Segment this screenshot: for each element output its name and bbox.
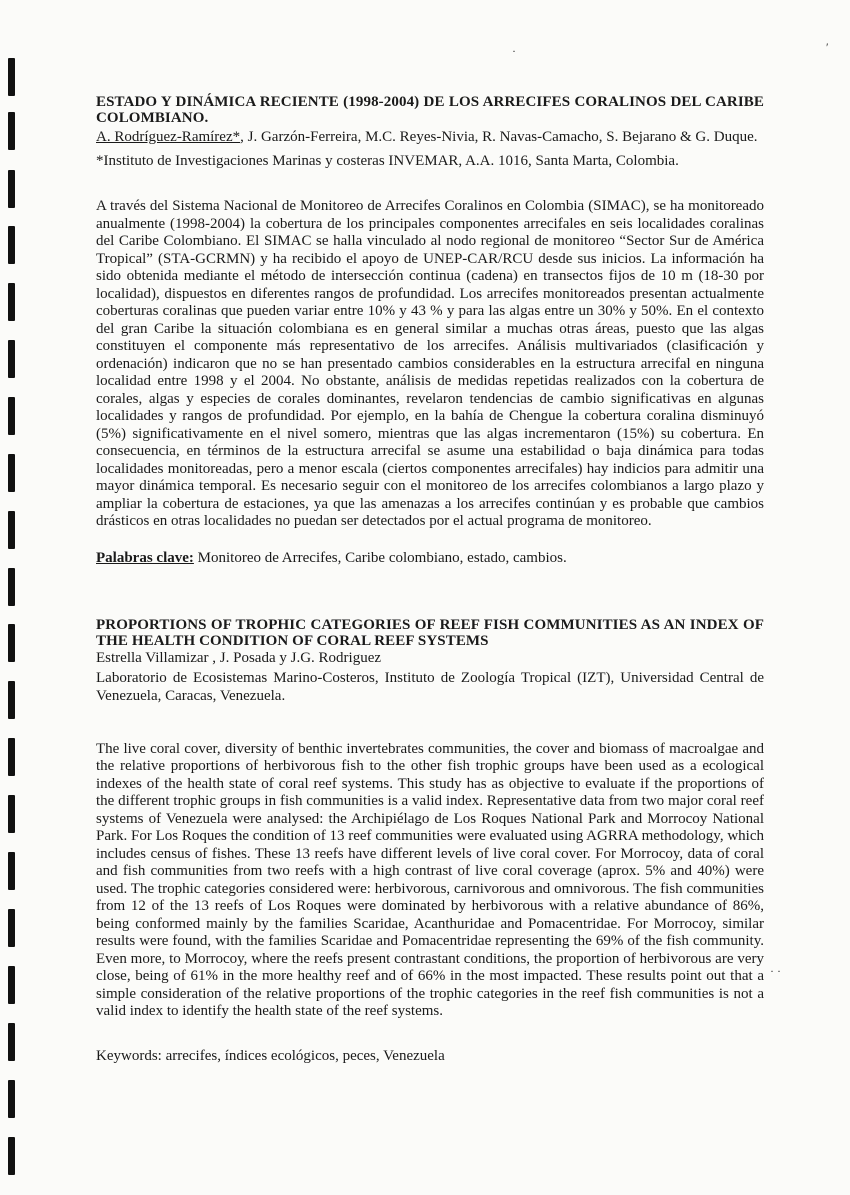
article-trophic-categories <box>96 617 764 1065</box>
article-keywords <box>96 549 764 567</box>
binding-mark <box>8 112 15 150</box>
scan-speck: · · <box>770 964 781 978</box>
keywords-text: Monitoreo de Arrecifes, Caribe colombiano, estado, cambios. <box>193 549 567 566</box>
page-content <box>96 94 764 1065</box>
article-abstract: A través del Sistema Nacional de Monitoreo de Arrecifes Coralinos en Colombia (SIMAC), se ha monitoreado anualmente (1998-2004) la cobertura de los principales componentes arrecifales en seis localidades coralinas del Caribe Colombiano. El SIMAC se halla vinculado al nodo regional de monitoreo “Sector Sur de América Tropical” (STA-GCRMN) y ha recibido el apoyo de UNEP-CAR/RCU desde sus inicios. La información ha sido obtenida mediante el método de intersección continua (cadena) en transectos fijos de 10 m (18-30 por localidad), dispuestos en diferentes rangos de profundidad. Los arrecifes monitoreados presentan actualmente coberturas coralinas que pueden variar entre 10% y 43 % y para las algas entre un 30% y 50%. En el contexto del gran Caribe la situación colombiana es en general similar a muchas otras áreas, puesto que las algas constituyen el componente más representativo de los arrecifes. Análisis multivariados (clasificación y ordenación) indicaron que no se han presentado cambios considerables en la estructura arrecifal en ninguna localidad entre 1998 y el 2004. No obstante, análisis de medidas repetidas realizados con la cobertura de corales, algas y especies de corales dominantes, revelaron tendencias de cambio significativas en algunas localidades y rangos de profundidad. Por ejemplo, en la bahía de Chengue la cobertura coralina disminuyó (5%) significativamente en el nivel somero, mientras que las algas incrementaron (15%) su cobertura. En consecuencia, en términos de la estructura arrecifal se asume una estabilidad o baja dinámica para todas localidades monitoreadas, pero a menor escala (ciertos componentes arrecifales) hay indicios para admitir una mayor dinámica temporal. Es necesario seguir con el monitoreo de los arrecifes colombianos a largo plazo y ampliar la cobertura de estaciones, ya que las amenazas a los arrecifes continúan y es probable que cambios drásticos en otras localidades no puedan ser detectados por el actual programa de monitoreo. <box>96 198 764 529</box>
scan-speck: ′ <box>826 40 829 54</box>
article-affiliation: Laboratorio de Ecosistemas Marino-Costeros, Instituto de Zoología Tropical (IZT), Universidad Central de Venezuela, Caracas, Venezuela. <box>96 669 764 704</box>
article-authors <box>96 128 764 146</box>
binding-mark <box>8 1023 15 1061</box>
scan-speck: · <box>512 44 516 58</box>
binding-mark <box>8 795 15 833</box>
binding-mark <box>8 226 15 264</box>
article-authors: Estrella Villamizar , J. Posada y J.G. Rodriguez <box>96 649 382 666</box>
binding-mark <box>8 966 15 1004</box>
article-affiliation: *Instituto de Investigaciones Marinas y costeras INVEMAR, A.A. 1016, Santa Marta, Colombia. <box>96 153 679 169</box>
article-title: PROPORTIONS OF TROPHIC CATEGORIES OF REEF FISH COMMUNITIES AS AN INDEX OF THE HEALTH CONDITION OF CORAL REEF SYSTEMS <box>96 616 764 649</box>
article-title: ESTADO Y DINÁMICA RECIENTE (1998-2004) DE LOS ARRECIFES CORALINOS DEL CARIBE COLOMBIANO. <box>96 94 764 126</box>
binding-mark <box>8 397 15 435</box>
binding-marks <box>8 0 18 1195</box>
binding-mark <box>8 340 15 378</box>
binding-mark <box>8 170 15 208</box>
binding-mark <box>8 909 15 947</box>
binding-mark <box>8 738 15 776</box>
binding-mark <box>8 454 15 492</box>
binding-mark <box>8 58 15 96</box>
lead-author: A. Rodríguez-Ramírez* <box>96 129 241 145</box>
coauthors: , J. Garzón-Ferreira, M.C. Reyes-Nivia, R. Navas-Camacho, S. Bejarano & G. Duque. <box>240 129 758 145</box>
binding-mark <box>8 852 15 890</box>
binding-mark <box>8 568 15 606</box>
binding-mark <box>8 681 15 719</box>
article-abstract: The live coral cover, diversity of benthic invertebrates communities, the cover and biomass of macroalgae and the relative proportions of herbivorous fish to the other fish trophic groups have been used as a ecological indexes of the health state of coral reef systems. This study has as objective to evaluate if the proportions of the different trophic groups in fish communities is a valid index. Representative data from two major coral reef systems of Venezuela were analysed: the Archipiélago de Los Roques National Park and Morrocoy National Park. For Los Roques the condition of 13 reef communities were evaluated using AGRRA methodology, which includes census of fishes. These 13 reefs have different levels of live coral cover. For Morrocoy, data of coral and fish communities from two reefs with a high contrast of live coral coverage (aprox. 5% and 40%) were used. The trophic categories considered were: herbivorous, carnivorous and omnivorous. The fish communities from 12 of the 13 reefs of Los Roques were dominated by herbivorous with a relative abundance of 86%, being conformed mainly by the families Scaridae, Acanthuridae and Pomacentridae. For Morrocoy, similar results were found, with the families Scaridae and Pomacentridae representing the 69% of the fish community. Even more, to Morrocoy, where the reefs present contrastant conditions, the proportion of herbivorous are very close, being of 61% in the more healthy reef and of 66% in the most impacted. These results point out that a simple consideration of the relative proportions of the trophic categories in the reef fish communities is not a valid index to identify the health state of the reef systems. <box>96 740 764 1019</box>
article-keywords: Keywords: arrecifes, índices ecológicos, peces, Venezuela <box>96 1047 445 1064</box>
binding-mark <box>8 1137 15 1175</box>
binding-mark <box>8 283 15 321</box>
keywords-label: Palabras clave: <box>96 549 194 566</box>
binding-mark <box>8 511 15 549</box>
binding-mark <box>8 624 15 662</box>
article-estado-arrecifes <box>96 94 764 567</box>
binding-mark <box>8 1080 15 1118</box>
